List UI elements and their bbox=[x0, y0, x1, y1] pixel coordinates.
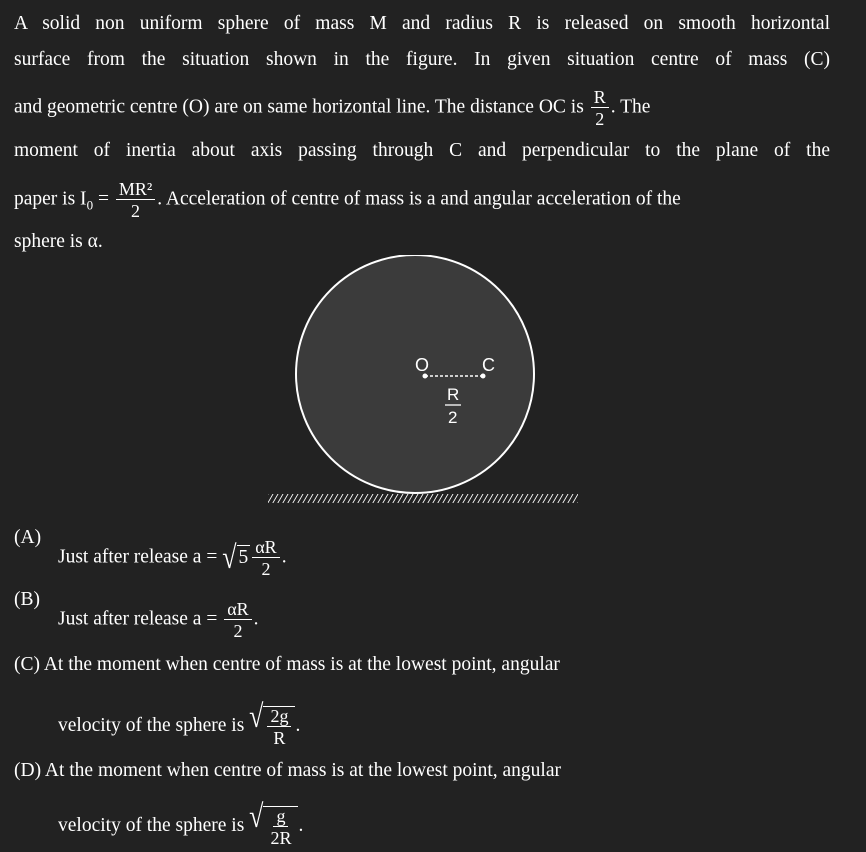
sphere-figure bbox=[260, 255, 590, 515]
option-d-numerator: g bbox=[273, 807, 288, 827]
sphere-diagram bbox=[260, 255, 590, 515]
distance-denominator: 2 bbox=[595, 109, 605, 129]
inertia-numerator: MR² bbox=[116, 180, 155, 200]
option-d-text-2: velocity of the sphere is bbox=[58, 814, 245, 836]
inertia-fraction bbox=[116, 180, 155, 220]
radical-sign: √ bbox=[249, 698, 264, 735]
option-d-label: (D) bbox=[14, 760, 42, 781]
option-a-root bbox=[222, 539, 250, 576]
option-c-label: (C) bbox=[14, 654, 40, 675]
inertia-denominator: 2 bbox=[131, 201, 141, 221]
option-a-fraction bbox=[252, 538, 279, 578]
option-d-fraction bbox=[267, 807, 294, 847]
option-a-end: . bbox=[281, 546, 287, 568]
question-line-4: moment of inertia about axis passing through C and perpendicular to the plane of the bbox=[14, 140, 830, 161]
question-line-2: surface from the situation shown in the figure. In given situation centre of mass (C) bbox=[14, 49, 830, 70]
option-c-root bbox=[249, 698, 295, 748]
question-line-5-text: paper is I bbox=[14, 188, 87, 210]
option-c-line-1 bbox=[14, 653, 560, 677]
distance-numerator: R bbox=[591, 88, 609, 108]
label-c: C bbox=[482, 355, 495, 375]
option-a-label: (A) bbox=[14, 527, 42, 548]
ground-surface bbox=[268, 494, 578, 503]
option-c-denominator: R bbox=[273, 728, 286, 748]
option-b-denominator: 2 bbox=[233, 621, 243, 641]
question-line-5-end: . Acceleration of centre of mass is a and angular acceleration of the bbox=[157, 188, 681, 210]
option-b-end: . bbox=[253, 608, 259, 630]
option-c-end: . bbox=[295, 714, 301, 736]
option-a-text: Just after release a = bbox=[58, 546, 218, 568]
question-line-3-text: and geometric centre (O) are on same horizontal line. The distance OC is bbox=[14, 96, 584, 118]
option-c-text: At the moment when centre of mass is at the lowest point, angular bbox=[43, 654, 560, 675]
label-o: O bbox=[415, 355, 430, 375]
question-line-3 bbox=[14, 88, 650, 128]
option-d-end: . bbox=[298, 814, 304, 836]
option-d-text: At the moment when centre of mass is at the lowest point, angular bbox=[44, 760, 561, 781]
option-d-line-1 bbox=[14, 759, 561, 783]
question-line-5 bbox=[14, 180, 681, 220]
option-b-fraction bbox=[224, 600, 251, 640]
radical-sign: √ bbox=[222, 539, 237, 576]
option-d-denominator: 2R bbox=[270, 828, 292, 848]
equals-sign: = bbox=[97, 188, 109, 210]
option-c-text-2: velocity of the sphere is bbox=[58, 714, 245, 736]
question-line-3-end: . The bbox=[610, 96, 651, 118]
dist-numerator: R bbox=[447, 385, 460, 404]
option-c-numerator: 2g bbox=[267, 707, 291, 727]
dist-denominator: 2 bbox=[448, 408, 458, 427]
option-b-label: (B) bbox=[14, 589, 40, 610]
option-b-numerator: αR bbox=[224, 600, 251, 620]
radical-sign: √ bbox=[249, 798, 264, 835]
option-c-line-2 bbox=[58, 698, 301, 748]
question-line-6: sphere is α. bbox=[14, 231, 103, 252]
inertia-subscript: 0 bbox=[86, 197, 94, 213]
option-b bbox=[58, 600, 259, 640]
option-a-numerator: αR bbox=[252, 538, 279, 558]
distance-fraction bbox=[591, 88, 609, 128]
option-d-root bbox=[249, 798, 298, 848]
option-a-radicand: 5 bbox=[237, 545, 251, 571]
option-c-fraction bbox=[267, 707, 291, 747]
option-a bbox=[58, 538, 287, 578]
question-line-1: A solid non uniform sphere of mass M and radius R is released on smooth horizontal bbox=[14, 13, 830, 34]
option-b-text: Just after release a = bbox=[58, 608, 218, 630]
option-d-line-2 bbox=[58, 798, 304, 848]
option-a-denominator: 2 bbox=[261, 559, 271, 579]
